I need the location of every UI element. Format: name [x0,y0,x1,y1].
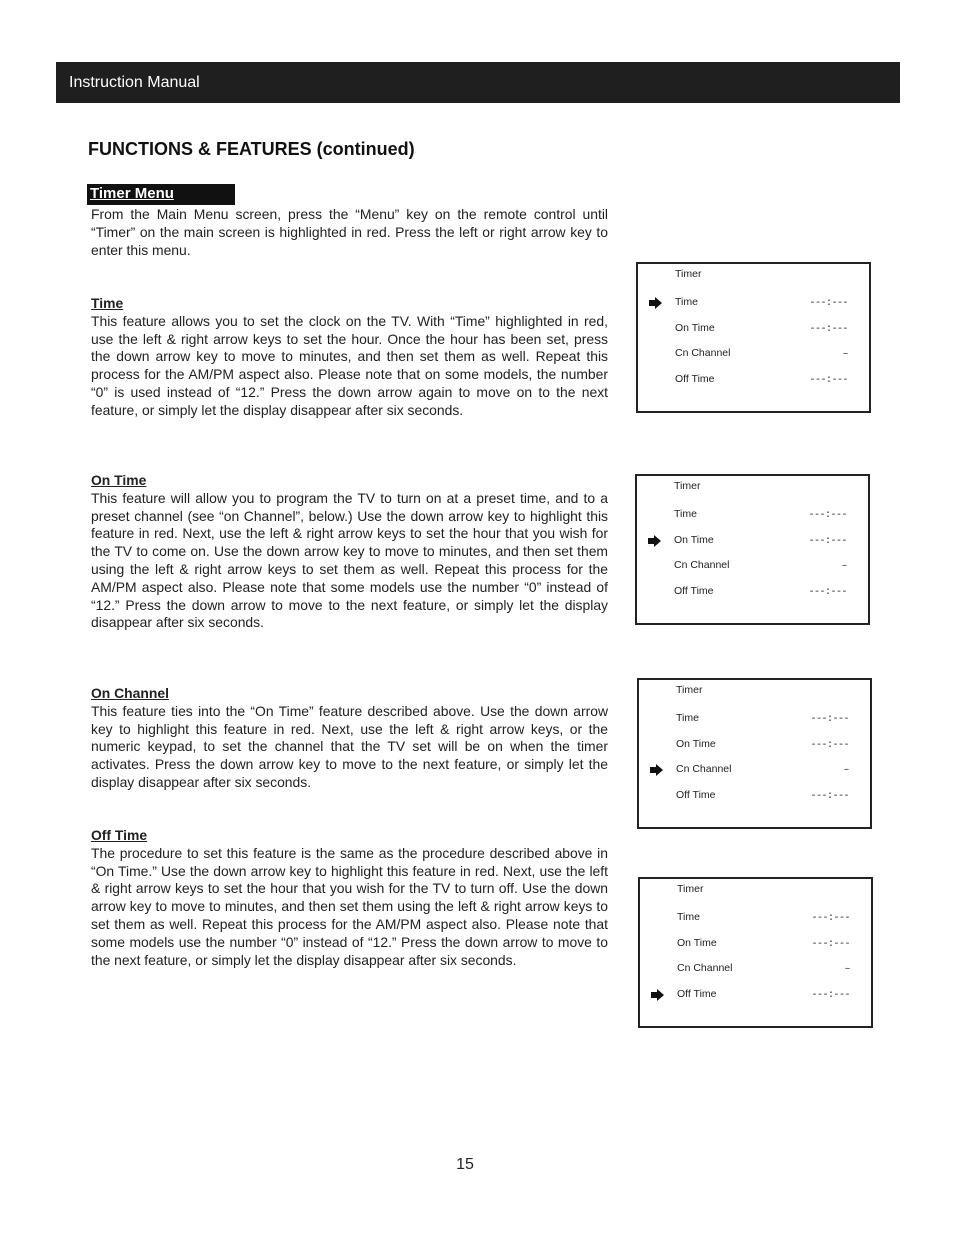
osd-row-value: ---:--- [810,791,849,802]
feature-body: This feature ties into the “On Time” feature described above. Use the down arrow key to highlight this feature in red. Next, use the left & right arrow keys, or the numeric keypad, to set the channel that the TV set will be on when the timer activates. Press the down arrow key to move to the next feature, or simply let the display disappear after six seconds. [91,702,608,790]
osd-row-value: ---:--- [809,324,848,335]
osd-row-label: Cn Channel [677,962,733,974]
osd-row-value: ---:--- [808,510,847,521]
osd-panel-time [636,262,871,413]
feature-heading: Off Time [91,827,148,843]
osd-row-label: Cn Channel [676,763,732,775]
osd-row-value: ---:--- [809,375,848,386]
pointing-hand-icon [648,535,662,547]
feature-body: This feature will allow you to program the TV to turn on at a preset time, and to a preset channel (see “on Channel”, below.) Use the down arrow key to highlight this feature in red. Next, use the left & right arrow keys to set the hour that you wish for the TV to come on. Use the down arrow key to move to minutes, and then set them using the left & right arrow keys to set them as well. Repeat this process for the AM/PM aspect also. Please note that some models use the number “0” instead of “12.” Press the down arrow to move to the next feature, or simply let the display disappear after six seconds. [91,489,608,631]
page-number: 15 [456,1156,474,1173]
osd-row-value: ---:--- [810,714,849,725]
osd-row-label: On Time [676,738,716,750]
osd-row-label: Off Time [674,585,714,597]
osd-title: Timer [676,684,703,696]
section-title: FUNCTIONS & FEATURES (continued) [88,139,415,159]
osd-row-value: ---:--- [810,740,849,751]
osd-row-label: On Time [677,937,717,949]
feature-on-channel [91,685,608,792]
feature-heading: On Channel [91,685,169,701]
manual-title: Instruction Manual [69,73,200,91]
osd-title: Timer [677,883,704,895]
osd-row-label: On Time [674,534,714,546]
osd-row-value: – [843,765,849,776]
pointing-hand-icon [651,989,665,1001]
pointing-hand-icon [650,764,664,776]
osd-row-value: ---:--- [811,913,850,924]
osd-row-value: – [842,349,848,360]
osd-row-value: ---:--- [808,536,847,547]
feature-body: This feature allows you to set the clock on the TV. With “Time” highlighted in red, use the left & right arrow keys to set the hour. Once the hour has been set, press the down arrow key to move to minutes, and then set them as well. Repeat this process for the AM/PM aspect also. Please note that on some models, the number “0” is used instead of “12.” Press the down arrow again to move on to the next feature, or simply let the display disappear after six seconds. [91,312,608,418]
osd-title: Timer [675,268,702,280]
osd-panel-on-channel [637,678,872,829]
header-bar [56,62,900,103]
feature-time [91,295,608,420]
osd-row-label: Off Time [675,373,715,385]
osd-row-label: Cn Channel [674,559,730,571]
osd-row-label: Off Time [676,789,716,801]
osd-row-value: ---:--- [811,939,850,950]
feature-heading: On Time [91,472,147,488]
osd-panel-off-time [638,877,873,1028]
feature-on-time [91,472,608,632]
osd-row-label: Time [677,911,700,923]
osd-row-value: – [841,561,847,572]
osd-row-label: Time [675,296,698,308]
osd-row-value: – [844,964,850,975]
feature-off-time [91,827,608,969]
feature-body: The procedure to set this feature is the same as the procedure described above in “On Time.” Use the down arrow key to highlight this feature in red. Next, use the left & right arrow keys to set the hour that you wish for the TV to turn off. Use the down arrow key to move to minutes, and then set them using the left & right arrow keys to set them as well. Repeat this process for the AM/PM aspect also. Please note that some models use the number “0” instead of “12.” Press the down arrow to move to the next feature, or simply let the display disappear after six seconds. [91,844,608,968]
pointing-hand-icon [649,297,663,309]
intro-text: From the Main Menu screen, press the “Menu” key on the remote control until “Timer” on the main screen is highlighted in red. Press the left or right arrow key to enter this menu. [91,206,608,258]
osd-row-label: Time [674,508,697,520]
osd-row-value: ---:--- [811,990,850,1001]
osd-row-label: Time [676,712,699,724]
subsection-banner: Timer Menu [87,184,235,205]
osd-panel-on-time [635,474,870,625]
osd-row-label: On Time [675,322,715,334]
feature-heading: Time [91,295,124,311]
osd-row-value: ---:--- [808,587,847,598]
intro-paragraph [91,206,608,259]
osd-row-label: Cn Channel [675,347,731,359]
osd-row-label: Off Time [677,988,717,1000]
osd-title: Timer [674,480,701,492]
osd-row-value: ---:--- [809,298,848,309]
